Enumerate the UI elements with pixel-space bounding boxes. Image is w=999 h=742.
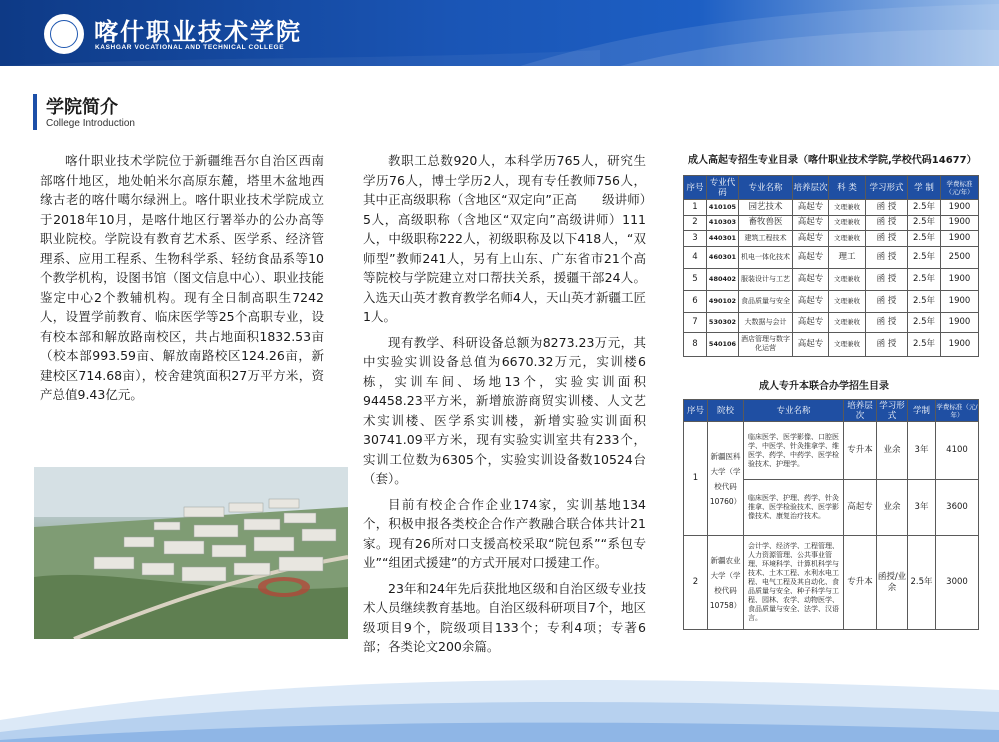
table1-header-cell: 专业代码 [707, 176, 739, 200]
college-logo [44, 14, 84, 54]
table-cell: 1900 [941, 215, 979, 231]
table-cell: 业余 [877, 422, 908, 480]
table-cell: 460301 [707, 246, 739, 268]
section-subtitle: College Introduction [46, 118, 135, 129]
college-name-en: KASHGAR VOCATIONAL AND TECHNICAL COLLEGE [95, 44, 285, 51]
table-cell: 高起专 [844, 480, 877, 536]
table-cell: 文理兼收 [829, 290, 866, 312]
table1-header-cell: 学习形式 [866, 176, 908, 200]
table-cell: 1900 [941, 290, 979, 312]
table2-header-cell: 专业名称 [744, 400, 844, 422]
table1-header-cell: 学费标准（元/年） [941, 176, 979, 200]
table2-header-cell: 学费标准（元/年） [936, 400, 979, 422]
table1-header-cell: 专业名称 [739, 176, 793, 200]
table-cell: 专升本 [844, 536, 877, 630]
table-cell: 5 [684, 268, 707, 290]
cooperation-paragraph: 目前有校企合作企业174家，实训基地134个，积极申报各类校企合作产教融合联合体共计21家。现有26所对口支援高校采取“院包系”“系包专业”“组团式援建”的方式开展对口援建工作。 [363, 496, 646, 570]
table2-header-cell: 院校 [708, 400, 744, 422]
table-cell: 2500 [941, 246, 979, 268]
table-cell: 高起专 [793, 290, 829, 312]
upgrade-bachelor-table [683, 399, 979, 630]
table2-title: 成人专升本联合办学招生目录 [759, 381, 889, 392]
table-row [684, 312, 979, 332]
table-cell: 高起专 [793, 246, 829, 268]
table-cell: 高起专 [793, 231, 829, 247]
section-title: 学院简介 [46, 97, 118, 118]
table-cell: 服装设计与工艺 [739, 268, 793, 290]
table-cell: 490102 [707, 290, 739, 312]
table-cell: 1900 [941, 231, 979, 247]
table-cell: 建筑工程技术 [739, 231, 793, 247]
table-cell: 理工 [829, 246, 866, 268]
table-cell: 函授/业余 [877, 536, 908, 630]
table-cell: 文理兼收 [829, 312, 866, 332]
table-cell: 480402 [707, 268, 739, 290]
table-row [684, 422, 979, 480]
table-cell: 2.5年 [908, 332, 941, 356]
table-cell: 2.5年 [908, 268, 941, 290]
college-name-cn: 喀什职业技术学院 [94, 17, 302, 46]
table-cell: 3年 [908, 480, 936, 536]
intro-column-2 [363, 151, 646, 657]
table1-header-cell: 科 类 [829, 176, 866, 200]
table1-header-cell: 学 制 [908, 176, 941, 200]
table-cell: 410303 [707, 215, 739, 231]
table-cell: 530302 [707, 312, 739, 332]
table-cell: 食品质量与安全 [739, 290, 793, 312]
table-cell: 高起专 [793, 332, 829, 356]
table-cell: 文理兼收 [829, 268, 866, 290]
table-cell: 1 [684, 200, 707, 216]
table2-header-cell: 培养层次 [844, 400, 877, 422]
table-cell: 540106 [707, 332, 739, 356]
table-cell: 1900 [941, 332, 979, 356]
table-cell: 函 授 [866, 332, 908, 356]
table-cell: 3000 [936, 536, 979, 630]
table-cell: 6 [684, 290, 707, 312]
table1-header-row [684, 176, 979, 200]
table-cell: 2.5年 [908, 536, 936, 630]
faculty-paragraph: 教职工总数920人，本科学历765人，研究生学历76人，博士学历2人，现有专任教师756人，其中正高级职称（含地区“双定向”正高 级讲师）5人，高级职称（含地区“双定向”高级讲师）111人，中级职称222人，初级职称及以下418人，“双师型”教师241人，另有上山东、广东省市21个高等院校与学院建立对口帮扶关系，援疆干部24人。入选天山英才教育教学名师4人，天山英才新疆工匠1人。 [363, 153, 646, 324]
table-cell: 3600 [936, 480, 979, 536]
table-cell: 2.5年 [908, 312, 941, 332]
research-paragraph: 23年和24年先后获批地区级和自治区级专业技术人员继续教育基地。自治区级科研项目7个，地区级项目9个，院级项目133个；专利4项；专著6部；各类论文200余篇。 [363, 580, 646, 654]
table2-header-cell: 序号 [684, 400, 708, 422]
table2-header-cell: 学习形式 [877, 400, 908, 422]
table-cell: 3年 [908, 422, 936, 480]
table-row [684, 231, 979, 247]
table-cell: 业余 [877, 480, 908, 536]
table-cell: 文理兼收 [829, 231, 866, 247]
table-cell: 4 [684, 246, 707, 268]
table-cell: 园艺技术 [739, 200, 793, 216]
table-cell: 2.5年 [908, 290, 941, 312]
table-cell: 畜牧兽医 [739, 215, 793, 231]
table-cell: 酒店管理与数字化运营 [739, 332, 793, 356]
table-row [684, 215, 979, 231]
table-cell: 函 授 [866, 246, 908, 268]
table-row [684, 200, 979, 216]
table-cell: 2.5年 [908, 246, 941, 268]
table-cell: 文理兼收 [829, 215, 866, 231]
equipment-paragraph: 现有教学、科研设备总额为8273.23万元，其中实验实训设备总值为6670.32万元，实训楼6栋，实训车间、场地13个，实验实训面积94458.23平方米，新增旅游商贸实训楼、人文艺术实训楼、医学系实训楼，新增实验实训面积30741.09平方米，现有实验实训室共有233个，实训工位数为6305个，实验实训设备数10524台（套）。 [363, 334, 646, 486]
table-cell: 高起专 [793, 312, 829, 332]
table1-header-cell: 序号 [684, 176, 707, 200]
table-cell: 高起专 [793, 215, 829, 231]
table-cell: 函 授 [866, 312, 908, 332]
table-cell-majors: 临床医学、医学影像、口腔医学、中医学、针灸推拿学、维医学、药学、中药学、医学检验技术、护理学。 [744, 422, 844, 480]
table-cell: 机电一体化技术 [739, 246, 793, 268]
table-cell: 函 授 [866, 231, 908, 247]
table-cell-majors: 临床医学、护理、药学、针灸推拿、医学检验技术、医学影像技术、康复治疗技术。 [744, 480, 844, 536]
table-cell: 函 授 [866, 215, 908, 231]
table-cell: 1900 [941, 200, 979, 216]
footer-wave-decoration [0, 660, 999, 742]
table-cell-no: 2 [684, 536, 708, 630]
table-cell: 4100 [936, 422, 979, 480]
table-cell-school: 新疆医科大学（学校代码10760） [708, 422, 744, 536]
table-row [684, 246, 979, 268]
table-cell-no: 1 [684, 422, 708, 536]
table1-title: 成人高起专招生专业目录（喀什职业技术学院,学校代码14677） [688, 155, 977, 166]
table-cell: 7 [684, 312, 707, 332]
campus-aerial-image [34, 467, 348, 639]
table-cell: 1900 [941, 312, 979, 332]
table-cell: 文理兼收 [829, 332, 866, 356]
table-cell: 440301 [707, 231, 739, 247]
campus-illustration [34, 467, 348, 639]
adult-college-major-table [683, 175, 979, 357]
table-cell: 专升本 [844, 422, 877, 480]
table-cell: 410105 [707, 200, 739, 216]
table-cell-majors: 会计学、经济学、工程管理、人力资源管理、公共事业管理、环境科学、计算机科学与技术、土木工程、水利水电工程、电气工程及其自动化、食品质量与安全、种子科学与工程、园林、农学、动物医学、食品质量与安全、法学、汉语言。 [744, 536, 844, 630]
table-cell: 函 授 [866, 290, 908, 312]
table-cell: 高起专 [793, 268, 829, 290]
table2-header-cell: 学制 [908, 400, 936, 422]
table2-header-row [684, 400, 979, 422]
table1-header-cell: 培养层次 [793, 176, 829, 200]
table-row [684, 332, 979, 356]
table-cell-school: 新疆农业大学（学校代码10758） [708, 536, 744, 630]
table-row [684, 290, 979, 312]
table-cell: 函 授 [866, 268, 908, 290]
table-cell: 2.5年 [908, 215, 941, 231]
table-cell: 2 [684, 215, 707, 231]
table-cell: 3 [684, 231, 707, 247]
header-banner [0, 0, 999, 66]
section-accent-bar [33, 94, 37, 130]
table-row [684, 268, 979, 290]
table-cell: 2.5年 [908, 200, 941, 216]
table-cell: 1900 [941, 268, 979, 290]
table-cell: 函 授 [866, 200, 908, 216]
table-cell: 8 [684, 332, 707, 356]
table-cell: 2.5年 [908, 231, 941, 247]
table-cell: 高起专 [793, 200, 829, 216]
table-cell: 大数据与会计 [739, 312, 793, 332]
college-seal-icon [50, 20, 78, 48]
table-row [684, 536, 979, 630]
intro-paragraph-1: 喀什职业技术学院位于新疆维吾尔自治区西南部喀什地区，地处帕米尔高原东麓，塔里木盆地西缘古老的喀什噶尔绿洲上。喀什职业技术学院成立于2018年10月，是喀什地区行署举办的公办高等职业院校。学院设有教育艺术系、医学系、经济管理系、应用工程系、生物科学系、轻纺食品系等10个教学机构，设图书馆（图文信息中心）、职业技能鉴定中心2个教辅机构。现有全日制高职生7242人，设置学前教育、临床医学等25个高职专业，设有校本部和解放路南校区，共占地面积1832.53亩（校本部993.59亩、解放南路校区124.26亩，新建校区714.68亩），校舍建筑面积27万平方米，资产总值9.43亿元。 [40, 153, 324, 402]
table-cell: 文理兼收 [829, 200, 866, 216]
